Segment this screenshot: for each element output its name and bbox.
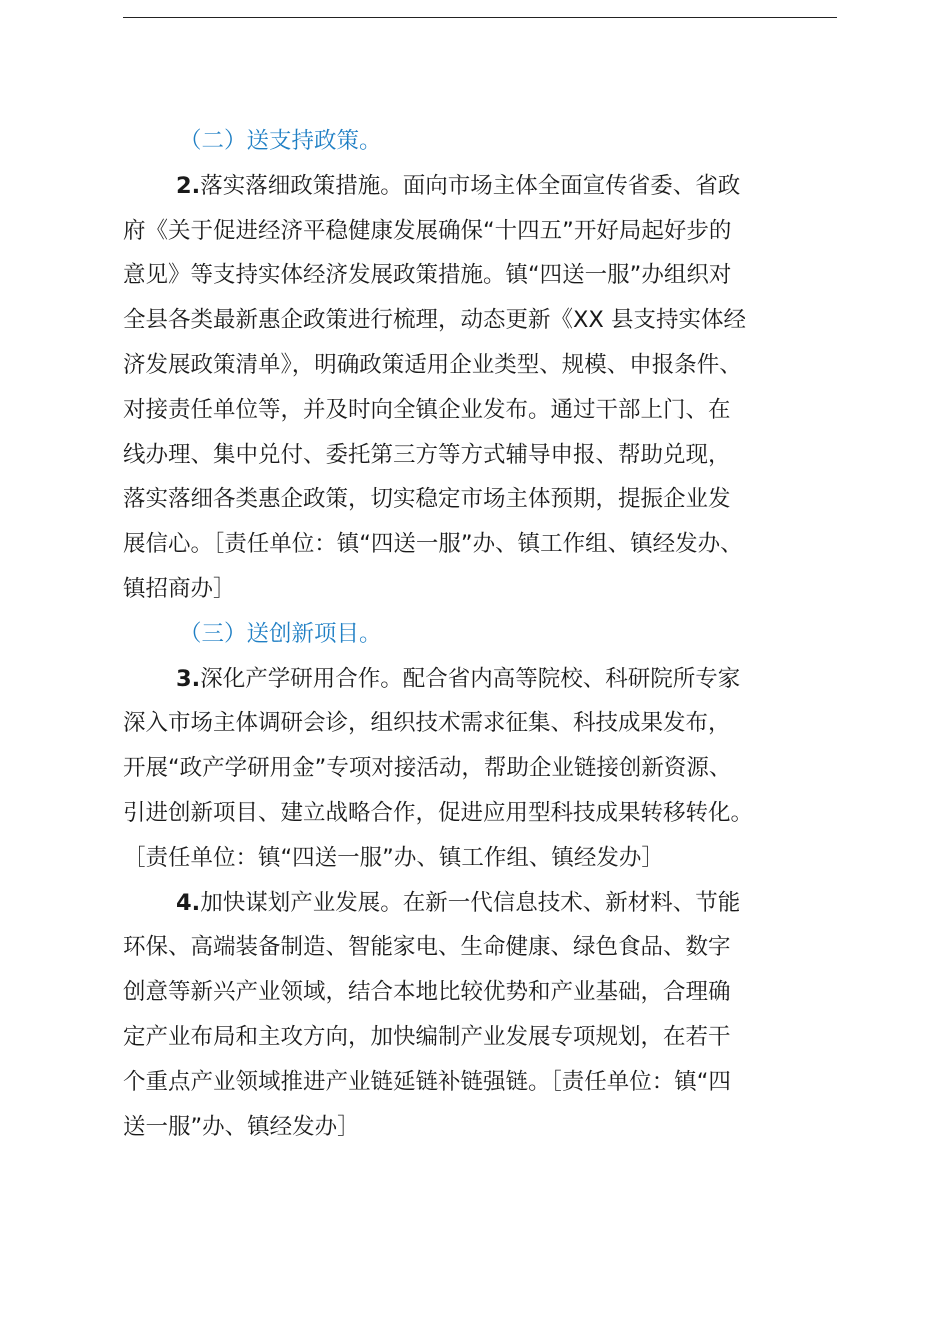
paragraph-line: ［责任单位：镇“四送一服”办、镇工作组、镇经发办］ (123, 844, 664, 871)
paragraph-item-3 (123, 657, 845, 881)
paragraph-line: 定产业布局和主攻方向，加快编制产业发展专项规划，在若干 (123, 1023, 731, 1050)
line-text: 深化产学研用合作。配合省内高等院校、科研院所专家 (200, 665, 741, 692)
paragraph-line: 创意等新兴产业领域，结合本地比较优势和产业基础，合理确 (123, 979, 731, 1006)
paragraph-line (123, 657, 845, 702)
paragraph-line: 个重点产业领域推进产业链延链补链强链。［责任单位：镇“四 (123, 1068, 731, 1095)
paragraph-line: 对接责任单位等，并及时向全镇企业发布。通过干部上门、在 (123, 396, 731, 423)
paragraph-line: 送一服”办、镇经发办］ (123, 1113, 360, 1140)
paragraph-line (123, 881, 845, 926)
paragraph-line (123, 164, 845, 209)
line-text: 落实落细政策措施。面向市场主体全面宣传省委、省政 (200, 172, 741, 199)
paragraph-line: 环保、高端装备制造、智能家电、生命健康、绿色食品、数字 (123, 934, 731, 961)
section-heading-2: （二）送支持政策。 (179, 128, 382, 154)
paragraph-line: 展信心。［责任单位：镇“四送一服”办、镇工作组、镇经发办、 (123, 531, 743, 558)
paragraph-line: 开展“政产学研用金”专项对接活动，帮助企业链接创新资源、 (123, 755, 732, 782)
paragraph-line: 深入市场主体调研会诊，组织技术需求征集、科技成果发布， (123, 710, 731, 737)
paragraph-item-2 (123, 164, 845, 612)
paragraph-line: 镇招商办］ (123, 575, 236, 602)
section-heading-3: （三）送创新项目。 (179, 620, 382, 647)
paragraph-line: 线办理、集中兑付、委托第三方等方式辅导申报、帮助兑现， (123, 441, 731, 468)
paragraph-line: 济发展政策清单》，明确政策适用企业类型、规模、申报条件、 (123, 351, 742, 378)
paragraph-line: 府《关于促进经济平稳健康发展确保“十四五”开好局起好步的 (123, 217, 732, 244)
item-number: 4. (176, 889, 201, 916)
header-rule (123, 17, 837, 18)
paragraph-line: 落实落细各类惠企政策，切实稳定市场主体预期，提振企业发 (123, 486, 731, 513)
paragraph-item-4 (123, 881, 845, 1150)
line-text: 加快谋划产业发展。在新一代信息技术、新材料、节能 (200, 889, 741, 916)
paragraph-line: 意见》等支持实体经济发展政策措施。镇“四送一服”办组织对 (123, 262, 732, 289)
item-number: 3. (176, 665, 201, 692)
item-number: 2. (176, 172, 201, 199)
paragraph-line: 引进创新项目、建立战略合作，促进应用型科技成果转移转化。 (123, 799, 754, 826)
paragraph-line: 全县各类最新惠企政策进行梳理，动态更新《XX 县支持实体经 (123, 307, 746, 334)
document-body (123, 119, 845, 1149)
